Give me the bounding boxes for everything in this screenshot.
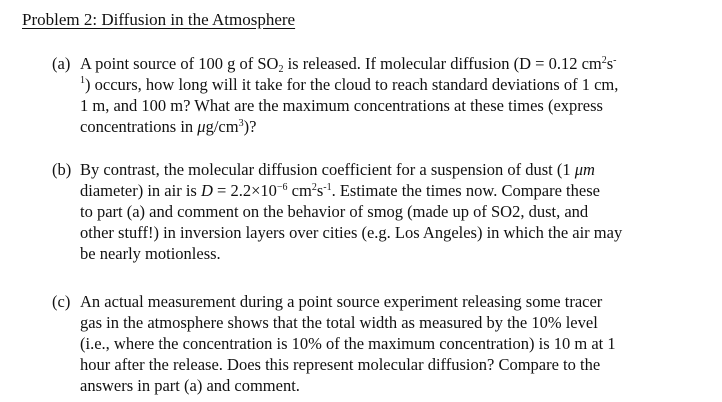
part-b-line-5: be nearly motionless. xyxy=(80,244,221,263)
part-c xyxy=(52,291,712,396)
part-a xyxy=(52,53,712,137)
part-b-label: (b) xyxy=(52,160,72,179)
part-c-line-3: (i.e., where the concentration is 10% of the maximum concentration) is 10 m at 1 xyxy=(80,334,616,353)
part-c-label: (c) xyxy=(52,292,71,311)
part-c-line-5: answers in part (a) and comment. xyxy=(80,376,300,395)
part-c-line-1: An actual measurement during a point source experiment releasing some tracer xyxy=(80,292,603,311)
part-b xyxy=(52,159,712,264)
part-b-line-3: to part (a) and comment on the behavior of smog (made up of SO2, dust, and xyxy=(80,202,589,221)
part-a-line-1: A point source of 100 g of $SO_2$ is released. If molecular diffusion (D = 0.12 $cm^2s^-$ xyxy=(80,54,617,75)
part-b-line-4: other stuff!) in inversion layers over cities (e.g. Los Angeles) in which the air may xyxy=(80,223,623,242)
part-a-line-2: $^1$) occurs, how long will it take for the cloud to reach standard deviations of 1 cm, xyxy=(80,75,619,94)
part-c-line-2: gas in the atmosphere shows that the total width as measured by the 10% level xyxy=(80,313,598,332)
part-b-line-2: diameter) in air is $D = 2.2\times 10^{-6}$ $cm^2s^{-1}$. Estimate the times now. Compare these xyxy=(80,181,600,200)
problem-title: Problem 2: Diffusion in the Atmosphere xyxy=(22,10,296,29)
part-a-label: (a) xyxy=(52,54,71,73)
part-a-line-4: concentrations in $\mu g/cm^3$)? xyxy=(80,117,257,136)
part-c-line-4: hour after the release. Does this represent molecular diffusion? Compare to the xyxy=(80,355,601,374)
part-b-line-1: By contrast, the molecular diffusion coefficient for a suspension of dust (1 μm xyxy=(80,160,595,179)
part-a-line-3: 1 m, and 100 m? What are the maximum concentrations at these times (express xyxy=(80,96,603,115)
